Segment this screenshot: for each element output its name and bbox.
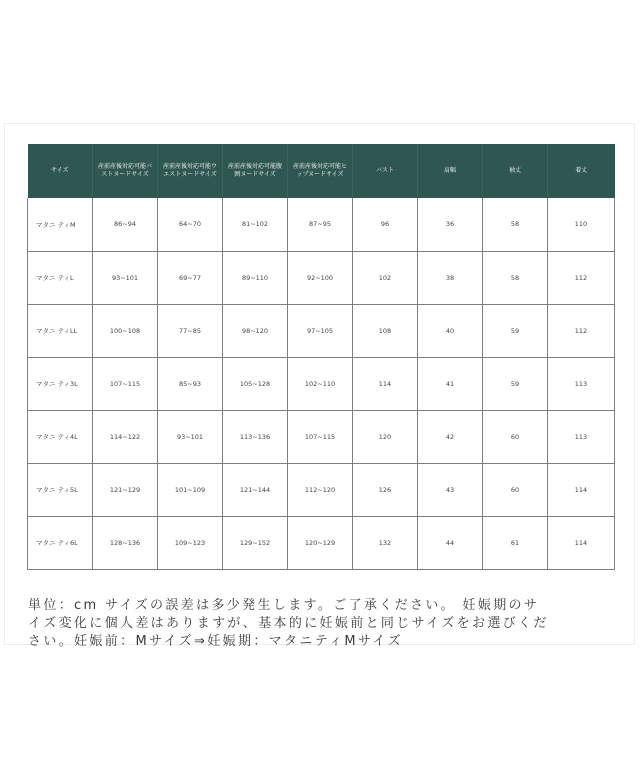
table-cell: 114~122 xyxy=(93,410,158,463)
table-cell: 59 xyxy=(483,304,548,357)
table-row xyxy=(28,410,615,463)
table-row xyxy=(28,516,615,569)
table-cell: 112 xyxy=(548,304,615,357)
table-cell: 43 xyxy=(418,463,483,516)
table-cell: 85~93 xyxy=(158,357,223,410)
table-cell: 128~136 xyxy=(93,516,158,569)
table-cell: 93~101 xyxy=(93,251,158,304)
table-cell: 59 xyxy=(483,357,548,410)
table-cell: 102 xyxy=(353,251,418,304)
table-row xyxy=(28,198,615,251)
table-row xyxy=(28,463,615,516)
size-note xyxy=(28,597,620,651)
table-row xyxy=(28,357,615,410)
size-label-cell: マタニ ティM xyxy=(28,198,93,251)
table-cell: 61 xyxy=(483,516,548,569)
header-bust: バスト xyxy=(353,144,418,198)
size-label-cell: マタニ ティ3L xyxy=(28,357,93,410)
header-waist-nude: 産前産後対応可能ウエストヌードサイズ xyxy=(158,144,223,198)
table-row xyxy=(28,251,615,304)
table-cell: 101~109 xyxy=(158,463,223,516)
table-cell: 97~105 xyxy=(288,304,353,357)
table-cell: 44 xyxy=(418,516,483,569)
table-cell: 86~94 xyxy=(93,198,158,251)
table-cell: 40 xyxy=(418,304,483,357)
table-cell: 107~115 xyxy=(288,410,353,463)
table-cell: 81~102 xyxy=(223,198,288,251)
table-cell: 58 xyxy=(483,251,548,304)
size-table xyxy=(27,144,615,570)
size-note-line: 単位：cm サイズの誤差は多少発生します。ご了承ください。 妊娠期のサ xyxy=(28,598,540,613)
table-cell: 69~77 xyxy=(158,251,223,304)
size-label-cell: マタニ ティ4L xyxy=(28,410,93,463)
header-shoulder: 肩幅 xyxy=(418,144,483,198)
header-belly-nude: 産前産後対応可能腹囲ヌードサイズ xyxy=(223,144,288,198)
table-cell: 41 xyxy=(418,357,483,410)
size-label-cell: マタニ ティLL xyxy=(28,304,93,357)
header-sleeve: 袖丈 xyxy=(483,144,548,198)
table-cell: 60 xyxy=(483,463,548,516)
table-cell: 107~115 xyxy=(93,357,158,410)
table-cell: 114 xyxy=(548,463,615,516)
header-length: 着丈 xyxy=(548,144,615,198)
table-cell: 96 xyxy=(353,198,418,251)
size-label-cell: マタニ ティ5L xyxy=(28,463,93,516)
table-cell: 92~100 xyxy=(288,251,353,304)
table-cell: 36 xyxy=(418,198,483,251)
table-cell: 60 xyxy=(483,410,548,463)
table-cell: 112~120 xyxy=(288,463,353,516)
table-cell: 77~85 xyxy=(158,304,223,357)
table-cell: 126 xyxy=(353,463,418,516)
size-label-cell: マタニ ティ6L xyxy=(28,516,93,569)
table-row xyxy=(28,304,615,357)
table-cell: 38 xyxy=(418,251,483,304)
table-cell: 109~123 xyxy=(158,516,223,569)
table-cell: 87~95 xyxy=(288,198,353,251)
table-cell: 110 xyxy=(548,198,615,251)
table-cell: 113~136 xyxy=(223,410,288,463)
table-cell: 42 xyxy=(418,410,483,463)
table-cell: 113 xyxy=(548,410,615,463)
table-cell: 64~70 xyxy=(158,198,223,251)
table-cell: 100~108 xyxy=(93,304,158,357)
table-cell: 114 xyxy=(353,357,418,410)
table-cell: 89~110 xyxy=(223,251,288,304)
size-note-line: さい。妊娠前：Mサイズ⇒妊娠期：マタニティMサイズ xyxy=(28,634,403,649)
table-cell: 114 xyxy=(548,516,615,569)
table-cell: 120~129 xyxy=(288,516,353,569)
table-cell: 113 xyxy=(548,357,615,410)
header-hip-nude: 産前産後対応可能ヒップヌードサイズ xyxy=(288,144,353,198)
header-bust-nude: 産前産後対応可能バストヌードサイズ xyxy=(93,144,158,198)
table-cell: 121~144 xyxy=(223,463,288,516)
table-header-row xyxy=(28,144,615,198)
header-size: サイズ xyxy=(28,144,93,198)
table-cell: 98~120 xyxy=(223,304,288,357)
table-cell: 58 xyxy=(483,198,548,251)
table-cell: 108 xyxy=(353,304,418,357)
table-cell: 132 xyxy=(353,516,418,569)
table-cell: 129~152 xyxy=(223,516,288,569)
size-label-cell: マタニ ティL xyxy=(28,251,93,304)
table-cell: 93~101 xyxy=(158,410,223,463)
table-cell: 120 xyxy=(353,410,418,463)
table-cell: 105~128 xyxy=(223,357,288,410)
table-cell: 121~129 xyxy=(93,463,158,516)
table-cell: 112 xyxy=(548,251,615,304)
table-cell: 102~110 xyxy=(288,357,353,410)
size-note-line: イズ変化に個人差はありますが、基本的に妊娠前と同じサイズをお選びくだ xyxy=(28,616,549,631)
